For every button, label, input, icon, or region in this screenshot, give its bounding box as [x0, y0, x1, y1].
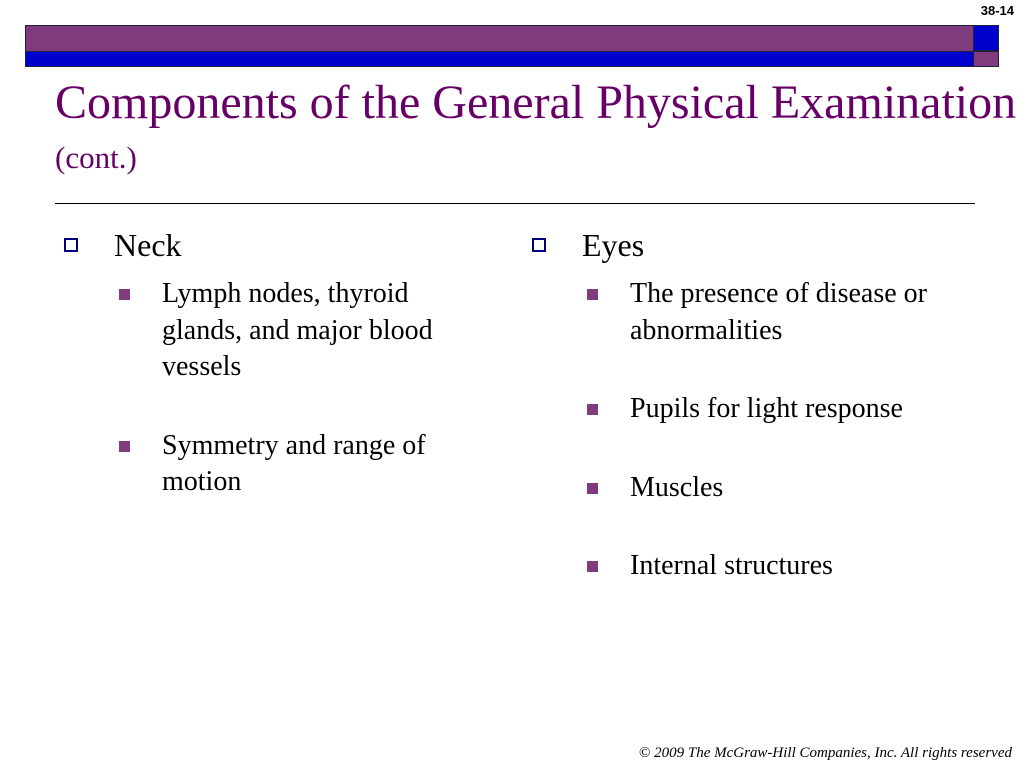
left-column: [64, 226, 464, 543]
list-item-text: Lymph nodes, thyroid glands, and major blood vessels: [162, 278, 433, 382]
list-item-text: Pupils for light response: [630, 393, 903, 424]
list-item: [532, 470, 932, 507]
slide-title: [55, 78, 1024, 183]
square-bullet-icon: [587, 483, 598, 494]
square-bullet-icon: [587, 289, 598, 300]
copyright-text: 2009 The McGraw-Hill Companies, Inc. All rights reserved: [654, 745, 1012, 761]
copyright-footer: [639, 745, 1012, 762]
title-main: Components of the General Physical Examination: [55, 76, 1017, 129]
list-item-text: The presence of disease or abnormalities: [630, 278, 927, 346]
hollow-square-bullet-icon: [64, 238, 78, 252]
list-item: [532, 548, 932, 585]
square-bullet-icon: [119, 441, 130, 452]
header-band-purple: [25, 25, 974, 52]
right-heading-text: Eyes: [582, 227, 645, 263]
list-item: [532, 276, 932, 349]
square-bullet-icon: [587, 404, 598, 415]
hollow-square-bullet-icon: [532, 238, 546, 252]
right-column: [532, 226, 932, 627]
list-item: [532, 391, 932, 428]
square-bullet-icon: [119, 289, 130, 300]
header-square-purple: [973, 51, 999, 67]
copyright-symbol: ©: [638, 745, 651, 761]
right-heading: [532, 226, 932, 264]
slide-number: 38-14: [980, 3, 1014, 18]
list-item: [64, 428, 464, 501]
list-item: [64, 276, 464, 386]
list-item-text: Symmetry and range of motion: [162, 429, 426, 497]
title-rule: [55, 203, 975, 204]
left-heading-text: Neck: [114, 227, 182, 263]
list-item-text: Muscles: [630, 471, 724, 503]
header-band-blue: [25, 51, 974, 67]
left-heading: [64, 226, 464, 264]
header-square-blue: [973, 25, 999, 51]
square-bullet-icon: [587, 561, 598, 572]
list-item-text: Internal structures: [630, 550, 833, 581]
title-subtitle: (cont.): [55, 140, 137, 175]
